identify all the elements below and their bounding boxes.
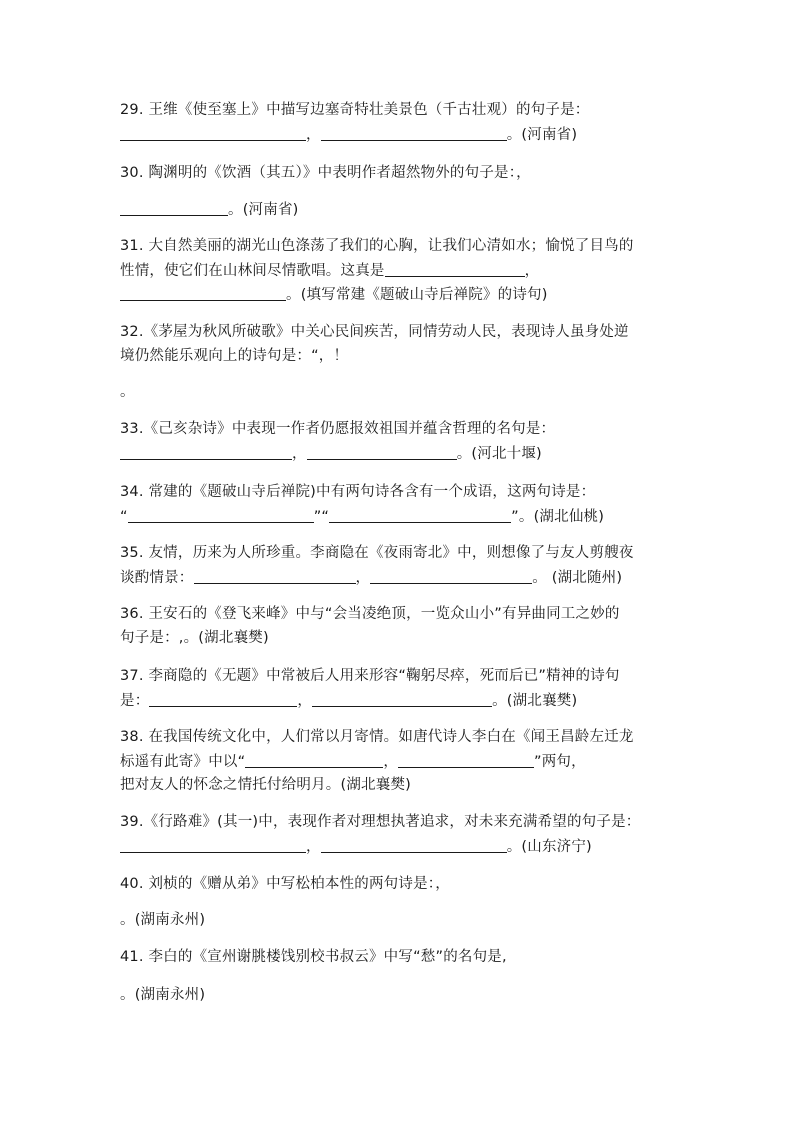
question-31: 31. 大自然美丽的湖光山色涤荡了我们的心胸，让我们心清如水；愉悦了目鸟的 (120, 238, 634, 254)
question-38: 38. 在我国传统文化中，人们常以月寄情。如唐代诗人李白在《闻王昌龄左迁龙 (120, 729, 634, 745)
fill-blank[interactable] (120, 443, 292, 460)
answer-line: ， 。(河北十堰) (120, 443, 542, 464)
answer-line: ， 。(河南省) (120, 124, 577, 145)
fill-blank[interactable] (149, 690, 297, 707)
question-37: 37. 李商隐的《无题》中常被后人用来形容“鞠躬尽瘁，死而后已”精神的诗句 (120, 668, 620, 684)
question-34: 34. 常建的《题破山寺后禅院)中有两句诗各含有一个成语，这两句诗是： (120, 484, 596, 500)
answer-line: 。(填写常建《题破山寺后禅院》的诗句) (120, 284, 548, 305)
question-29: 29. 王维《使至塞上》中描写边塞奇特壮美景色（千古壮观）的句子是： (120, 102, 590, 118)
fill-blank[interactable] (307, 443, 457, 460)
answer-line: ， 。(山东济宁) (120, 836, 592, 857)
answer-line: 。(湖南永州) (120, 987, 206, 1003)
fill-blank[interactable] (370, 567, 532, 584)
answer-line: 。(河南省) (120, 199, 299, 220)
question-33: 33.《己亥杂诗》中表现一作者仍愿报效祖国并蕴含哲理的名句是： (120, 421, 556, 437)
fill-blank[interactable] (321, 836, 507, 853)
fill-blank[interactable] (385, 260, 525, 277)
answer-line: 是： ， 。(湖北襄樊) (120, 690, 577, 711)
question-36-cont: 句子是：,。(湖北襄樊) (120, 630, 269, 646)
fill-blank[interactable] (120, 124, 306, 141)
question-35: 35. 友情，历来为人所珍重。李商隐在《夜雨寄北》中，则想像了与友人剪艘夜 (120, 545, 634, 561)
question-32: 32.《茅屋为秋风所破歌》中关心民间疾苦，同情劳动人民，表现诗人虽身处逆 (120, 324, 629, 340)
fill-blank[interactable] (120, 284, 286, 301)
fill-blank[interactable] (398, 751, 534, 768)
answer-line: 谈酌情景： ， 。 (湖北随州) (120, 567, 622, 588)
fill-blank[interactable] (194, 567, 356, 584)
fill-blank[interactable] (312, 690, 492, 707)
question-31-cont: 性情，使它们在山林间尽情歌唱。这真是 ， (120, 260, 539, 281)
answer-line: 。(湖南永州) (120, 912, 206, 928)
fill-blank[interactable] (120, 199, 228, 216)
answer-line: “ ”“ ”。(湖北仙桃) (120, 506, 604, 527)
fill-blank[interactable] (120, 836, 306, 853)
fill-blank[interactable] (128, 506, 314, 523)
answer-line: 。 (120, 384, 135, 400)
fill-blank[interactable] (329, 506, 511, 523)
question-32-cont: 境仍然能乐观向上的诗句是：“，！ (120, 348, 349, 364)
fill-blank[interactable] (245, 751, 383, 768)
question-38-end: 把对友人的怀念之情托付给明月。(湖北襄樊) (120, 777, 412, 793)
question-36: 36. 王安石的《登飞来峰》中与“会当凌绝顶，一览众山小”有异曲同工之妙的 (120, 606, 620, 622)
question-38-cont: 标遥有此寄》中以“ ， ”两句， (120, 751, 586, 772)
question-41: 41. 李白的《宣州谢朓楼饯别校书叔云》中写“愁”的名句是, (120, 949, 507, 965)
question-40: 40. 刘桢的《赠从弟》中写松柏本性的两句诗是：， (120, 876, 450, 892)
question-30: 30. 陶渊明的《饮酒（其五）》中表明作者超然物外的句子是：， (120, 165, 531, 181)
question-39: 39.《行路难》(其一)中，表现作者对理想执著追求，对未来充满希望的句子是： (120, 814, 641, 830)
fill-blank[interactable] (321, 124, 507, 141)
